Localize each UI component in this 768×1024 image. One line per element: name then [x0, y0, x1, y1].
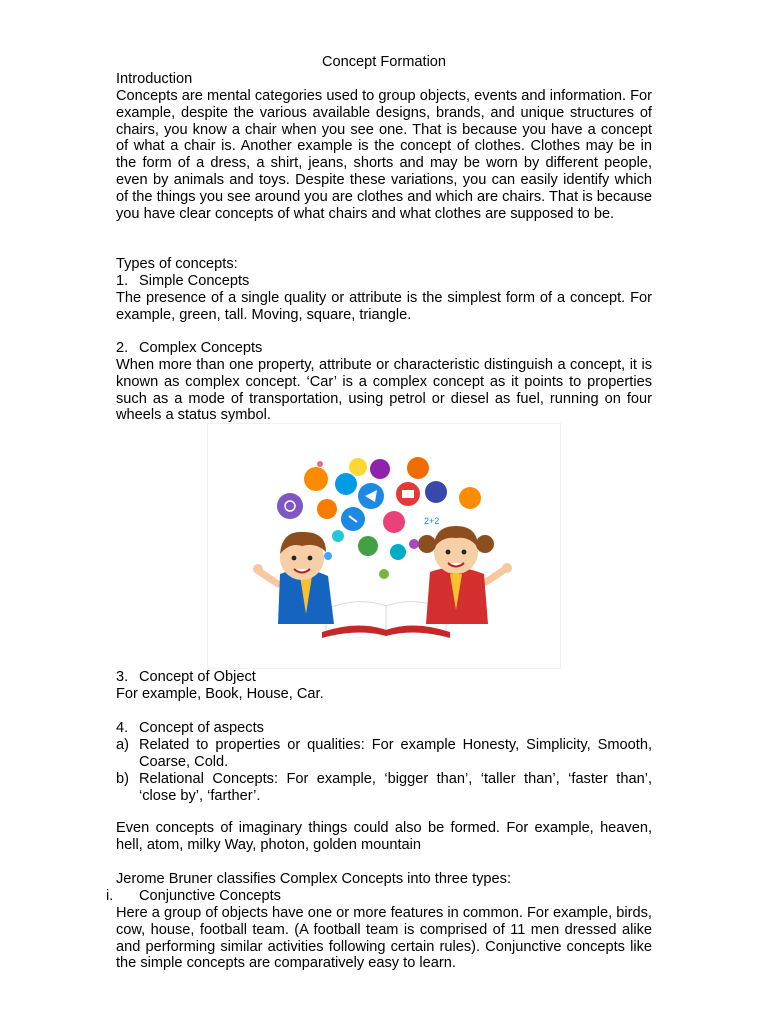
boy-character-icon — [253, 532, 334, 624]
simple-concepts-item — [116, 273, 249, 290]
simple-concepts-text: The presence of a single quality or attribute is the simplest form of a concept. For example, green, tall. Moving, square, triangle. — [116, 290, 652, 323]
concept-of-aspects-title: Concept of aspects — [139, 720, 264, 736]
simple-concepts-title: Simple Concepts — [139, 273, 250, 289]
intro-paragraph: Concepts are mental categories used to group objects, events and information. For example, despite the various available designs, brands, and unique structures of chairs, you know a chair when you see one. That is because you have a concept of what a chair is. Another example is the concept of clothes. Clothes may be in the form of a dress, a shirt, jeans, shorts and may be worn by different people, even by animals and toys. Despite these variations, you can easily identify which of the things you see around you are clothes and which are chairs. That is because you have clear concepts of what chairs and what clothes are supposed to be. — [116, 88, 652, 222]
aspects-b-text: Relational Concepts: For example, ‘bigger than’, ‘taller than’, ‘faster than’, ‘close by’, ‘farther’. — [139, 771, 652, 804]
imaginary-paragraph: Even concepts of imaginary things could also be formed. For example, heaven, hell, atom, milky Way, photon, golden mountain — [116, 820, 652, 853]
girl-character-icon — [418, 526, 512, 624]
complex-concepts-text: When more than one property, attribute or characteristic distinguish a concept, it is known as complex concept. ‘Car’ is a complex concept as it points to properties such as a mode of transportation, using petrol or diesel as fuel, running on four wheels a status symbol. — [116, 357, 652, 424]
math-bubble-text: 2+2 — [424, 516, 440, 526]
children-reading-illustration — [207, 423, 561, 669]
intro-heading: Introduction — [116, 71, 193, 87]
list-number: 1. — [116, 273, 129, 289]
conjunctive-marker: i. — [106, 888, 114, 904]
complex-concepts-title: Complex Concepts — [139, 340, 263, 356]
list-number: 4. — [116, 720, 129, 736]
bruner-heading: Jerome Bruner classifies Complex Concepts into three types: — [116, 871, 512, 887]
types-heading: Types of concepts: — [116, 256, 238, 272]
complex-concepts-item — [116, 340, 262, 357]
concept-of-aspects-item — [116, 720, 264, 737]
conjunctive-text: Here a group of objects have one or more features in common. For example, birds, cow, house, football team. (A football team is comprised of 11 men dressed alike and performing similar activities following certain rules). Conjunctive concepts like the simple concepts are comparatively easy to learn. — [116, 905, 652, 972]
concept-of-object-item — [116, 669, 256, 686]
concept-of-object-text: For example, Book, House, Car. — [116, 686, 324, 702]
aspects-a-text: Related to properties or qualities: For example Honesty, Simplicity, Smooth, Coarse, Cold. — [139, 737, 652, 770]
aspects-b-marker: b) — [116, 771, 129, 787]
list-number: 3. — [116, 669, 129, 685]
aspects-a-marker: a) — [116, 737, 129, 753]
list-number: 2. — [116, 340, 129, 356]
document-title: Concept Formation — [321, 54, 447, 70]
concept-of-object-title: Concept of Object — [139, 669, 256, 685]
conjunctive-title: Conjunctive Concepts — [139, 888, 281, 904]
